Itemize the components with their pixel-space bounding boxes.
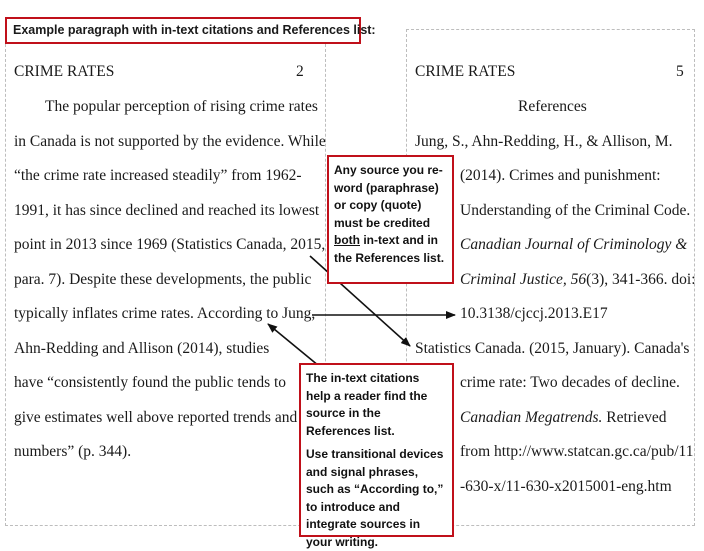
right-running-head: CRIME RATES	[415, 63, 516, 80]
emphasis-both: both	[334, 233, 360, 247]
reference-line: (2014). Crimes and punishment:	[460, 167, 661, 184]
paragraph-line: The popular perception of rising crime rates	[45, 98, 318, 115]
paragraph-line: “the crime rate increased steadily” from 1962-	[14, 167, 302, 184]
paragraph-line: para. 7). Despite these developments, the public	[14, 271, 312, 288]
paragraph-line: numbers” (p. 344).	[14, 443, 132, 460]
reference-line: crime rate: Two decades of decline.	[460, 374, 680, 391]
callout-tip-2: Use transitional devices and signal phrases, such as “According to,” to introduce and integrate sources in your writing.	[306, 447, 444, 549]
reference-line: Jung, S., Ahn-Redding, H., & Allison, M.	[415, 133, 673, 150]
callout-credit-text: Any source you re-word (paraphrase) or copy (quote) must be credited both in-text and in the References list.	[334, 163, 445, 265]
reference-url: from http://www.statcan.gc.ca/pub/11	[460, 443, 694, 460]
left-page-number: 2	[296, 63, 304, 80]
references-heading: References	[518, 98, 587, 115]
paragraph-line: point in 2013 since 1969 (Statistics Canada, 2015,	[14, 236, 326, 253]
left-running-head: CRIME RATES	[14, 63, 115, 80]
reference-line: Understanding of the Criminal Code.	[460, 202, 691, 219]
callout-tip-1: The in-text citations help a reader find the source in the References list.	[306, 371, 428, 438]
callout-citation-tips	[299, 363, 454, 549]
journal-volume: Criminal Justice, 56	[460, 271, 587, 288]
paragraph-line: 1991, it has since declined and reached its lowest	[14, 202, 320, 219]
reference-line: Canadian Journal of Criminology &	[460, 236, 688, 253]
paragraph-line: in Canada is not supported by the evidence. While	[14, 133, 326, 150]
issue-pages: (3), 341-366. doi:	[586, 271, 696, 288]
reference-doi: 10.3138/cjccj.2013.E17	[460, 305, 608, 322]
example-title: Example paragraph with in-text citations and References list:	[5, 17, 361, 44]
reference-url: -630-x/11-630-x2015001-eng.htm	[460, 478, 672, 495]
paragraph-line: Ahn-Redding and Allison (2014), studies	[14, 340, 270, 357]
right-page-number: 5	[676, 63, 684, 80]
reference-line: Statistics Canada. (2015, January). Canada's	[415, 340, 690, 357]
paragraph-line: have “consistently found the public tends to	[14, 374, 287, 391]
callout-credit-sources	[327, 155, 454, 284]
paragraph-line: give estimates well above reported trends and	[14, 409, 298, 426]
retrieved-text: Retrieved	[602, 409, 667, 426]
paragraph-line: typically inflates crime rates. According to Jung,	[14, 305, 316, 322]
publication-title: Canadian Megatrends.	[460, 409, 603, 426]
